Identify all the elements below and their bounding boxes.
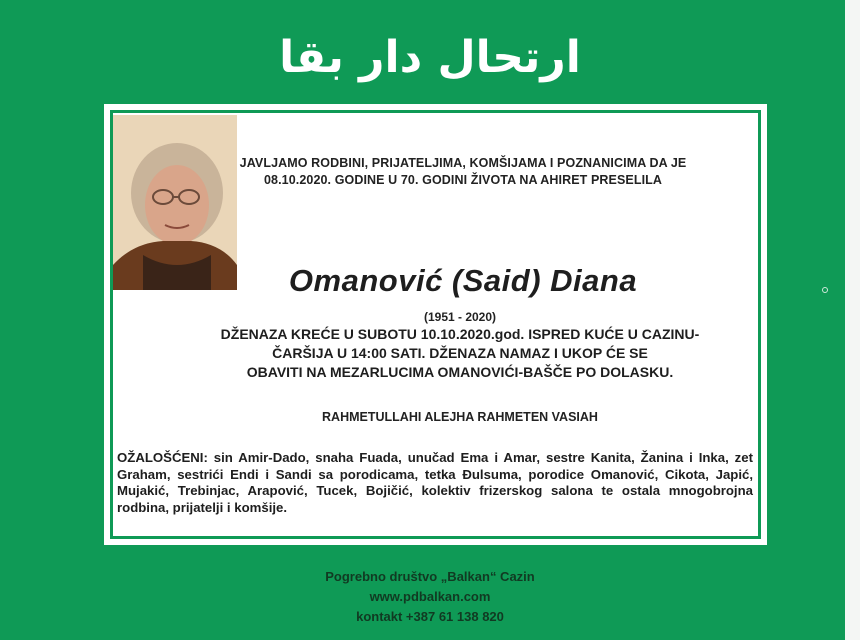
funeral-details bbox=[140, 325, 780, 382]
prayer-line: RAHMETULLAHI ALEJHA RAHMETEN VASIAH bbox=[322, 410, 598, 424]
life-years: (1951 - 2020) bbox=[423, 310, 497, 324]
portrait-illustration bbox=[113, 115, 237, 290]
funeral-home-footer bbox=[240, 567, 620, 627]
mourners-list: OŽALOŠĆENI: sin Amir-Dado, snaha Fuada, unučad Ema i Amar, sestre Kanita, Žanina i Inka, zet Graham, sestrići Endi i Sandi sa porodicama, tetka Đulsuma, porodice Omanović, Cikota, Japić, Mujakić, Trebinjac, Arapović, Tucek, Bojičić, kolektiv frizerskog salona te ostala mnogobrojna rodbina, prijatelji i komšije. bbox=[117, 450, 753, 515]
funeral-line-1: DŽENAZA KREĆE U SUBOTU 10.10.2020.god. ISPRED KUĆE U CAZINU- bbox=[220, 326, 700, 342]
funeral-home-website[interactable]: www.pdbalkan.com bbox=[369, 589, 491, 604]
announcement-intro: JAVLJAMO RODBINI, PRIJATELJIMA, KOMŠIJAMA I POZNANICIMA DA JE 08.10.2020. GODINE U 70. GODINI ŽIVOTA NA AHIRET PRESELILA bbox=[239, 156, 687, 187]
funeral-line-3: OBAVITI NA MEZARLUCIMA OMANOVIĆI-BAŠČE PO DOLASKU. bbox=[246, 364, 674, 380]
funeral-line-2: ČARŠIJA U 14:00 SATI. DŽENAZA NAMAZ I UKOP ĆE SE bbox=[272, 345, 648, 361]
funeral-home-name: Pogrebno društvo „Balkan“ Cazin bbox=[325, 569, 535, 584]
calligraphy-text: ارتحال دار بقا bbox=[279, 32, 581, 83]
scan-speck bbox=[822, 287, 828, 293]
arabic-calligraphy-header bbox=[279, 10, 581, 100]
funeral-home-contact: kontakt +387 61 138 820 bbox=[356, 609, 504, 624]
calligraphy-drawing bbox=[279, 10, 581, 100]
deceased-name: Omanović (Said) Diana bbox=[288, 263, 638, 298]
deceased-photo bbox=[113, 115, 237, 290]
scan-margin bbox=[845, 0, 860, 640]
